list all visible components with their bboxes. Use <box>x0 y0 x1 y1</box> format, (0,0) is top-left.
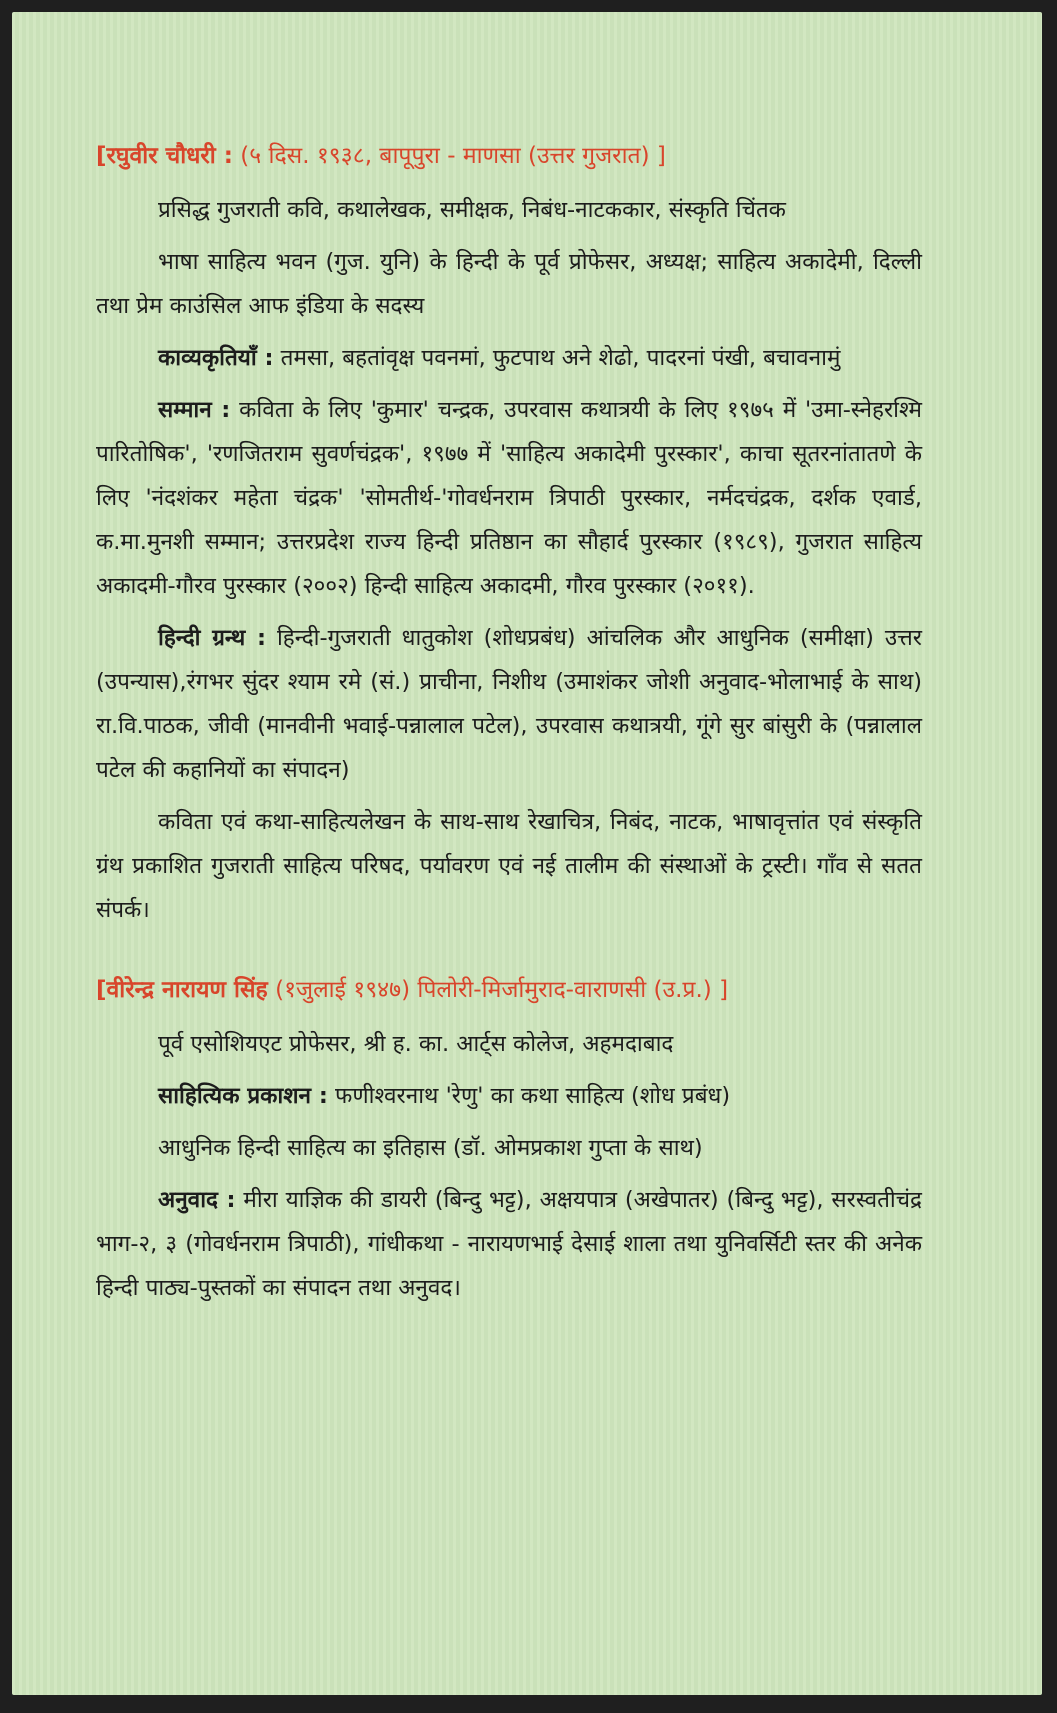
bio1-honours-label: सम्मान : <box>158 397 231 423</box>
bio2-publications <box>96 1074 922 1118</box>
bio2-publications-label: साहित्यिक प्रकाशन : <box>158 1083 328 1109</box>
bio1-honours <box>96 388 922 608</box>
bio2-translations <box>96 1178 922 1310</box>
bio2-author-name: [वीरेन्द्र नारायण सिंह <box>96 977 268 1003</box>
bio2-translations-text: मीरा याज्ञिक की डायरी (बिन्दु भट्ट), अक्षयपात्र (अखेपातर) (बिन्दु भट्ट), सरस्वतीचंद्र भाग-२, ३ (गोवर्धनराम त्रिपाठी), गांधीकथा - नारायणभाई देसाई शाला तथा युनिवर्सिटी स्तर की अनेक हिन्दी पाठ्य-पुस्तकों का संपादन तथा अनुवद। <box>96 1187 922 1301</box>
bio1-hindi-books-text: हिन्दी-गुजराती धातुकोश (शोधप्रबंध) आंचलिक और आधुनिक (समीक्षा) उत्तर (उपन्यास),रंगभर सुंदर श्याम रमे (सं.) प्राचीना, निशीथ (उमाशंकर जोशी अनुवाद-भोलाभाई के साथ) रा.वि.पाठक, जीवी (मानवीनी भवाई-पन्नालाल पटेल), उपरवास कथात्रयी, गूंगे सुर बांसुरी के (पन्नालाल पटेल की कहानियों का संपादन) <box>96 625 923 783</box>
bio1-poetry-text: तमसा, बहतांवृक्ष पवनमां, फुटपाथ अने शेढो, पादरनां पंखी, बचावनामुं <box>273 345 841 371</box>
bio1-author-name: [रघुवीर चौधरी : <box>96 143 233 169</box>
bio1-author-details: (५ दिस. १९३८, बापूपुरा - माणसा (उत्तर गुजरात) ] <box>232 143 666 169</box>
bio1-poetry-works <box>96 336 922 380</box>
book-back-cover <box>12 12 1042 1695</box>
bio2-publications-text: फणीश्वरनाथ 'रेणु' का कथा साहित्य (शोध प्रबंध) <box>327 1083 731 1109</box>
bio2-heading <box>96 966 922 1014</box>
bio2-history-book: आधुनिक हिन्दी साहित्य का इतिहास (डॉ. ओमप्रकाश गुप्ता के साथ) <box>158 1135 703 1161</box>
bio1-hindi-books-label: हिन्दी ग्रन्थ : <box>158 625 266 651</box>
bio1-poetry-label: काव्यकृतियाँ : <box>158 345 274 371</box>
author-bios <box>96 132 922 1318</box>
bio-virendra-narayan-singh <box>96 966 922 1310</box>
bio2-author-details: (१जुलाई १९४७) पिलोरी-मिर्जामुराद-वाराणसी (उ.प्र.) ] <box>267 977 729 1003</box>
bio-raghuvir-chaudhari <box>96 132 922 932</box>
bio1-honours-text: कविता के लिए 'कुमार' चन्द्रक, उपरवास कथात्रयी के लिए १९७५ में 'उमा-स्नेहरश्मि पारितोषिक', 'रणजितराम सुवर्णचंद्रक', १९७७ में 'साहित्य अकादेमी पुरस्कार', काचा सूतरनांतातणे के लिए 'नंदशंकर महेता चंद्रक' 'सोमतीर्थ-'गोवर्धनराम त्रिपाठी पुरस्कार, नर्मदचंद्रक, दर्शक एवार्ड, क.मा.मुनशी सम्मान; उत्तरप्रदेश राज्य हिन्दी प्रतिष्ठान का सौहार्द पुरस्कार (१९८९), गुजरात साहित्य अकादमी-गौरव पुरस्कार (२००२) हिन्दी साहित्य अकादमी, गौरव पुरस्कार (२०११). <box>96 397 922 599</box>
bio2-position: पूर्व एसोशियएट प्रोफेसर, श्री ह. का. आर्ट्स कोलेज, अहमदाबाद <box>158 1031 674 1057</box>
bio1-other-work: कविता एवं कथा-साहित्यलेखन के साथ-साथ रेखाचित्र, निबंद, नाटक, भाषावृत्तांत एवं संस्कृति ग्रंथ प्रकाशित गुजराती साहित्य परिषद, पर्यावरण एवं नई तालीम की संस्थाओं के ट्रस्टी। गाँव से सतत संपर्क। <box>96 809 922 923</box>
bio1-heading <box>96 132 922 180</box>
bio1-profession: प्रसिद्ध गुजराती कवि, कथालेखक, समीक्षक, निबंध-नाटककार, संस्कृति चिंतक <box>158 197 786 223</box>
bio1-hindi-books <box>96 616 922 792</box>
bio2-translations-label: अनुवाद : <box>158 1187 236 1213</box>
bio1-positions: भाषा साहित्य भवन (गुज. युनि) के हिन्दी के पूर्व प्रोफेसर, अध्यक्ष; साहित्य अकादेमी, दिल्ली तथा प्रेम काउंसिल आफ इंडिया के सदस्य <box>96 249 922 319</box>
